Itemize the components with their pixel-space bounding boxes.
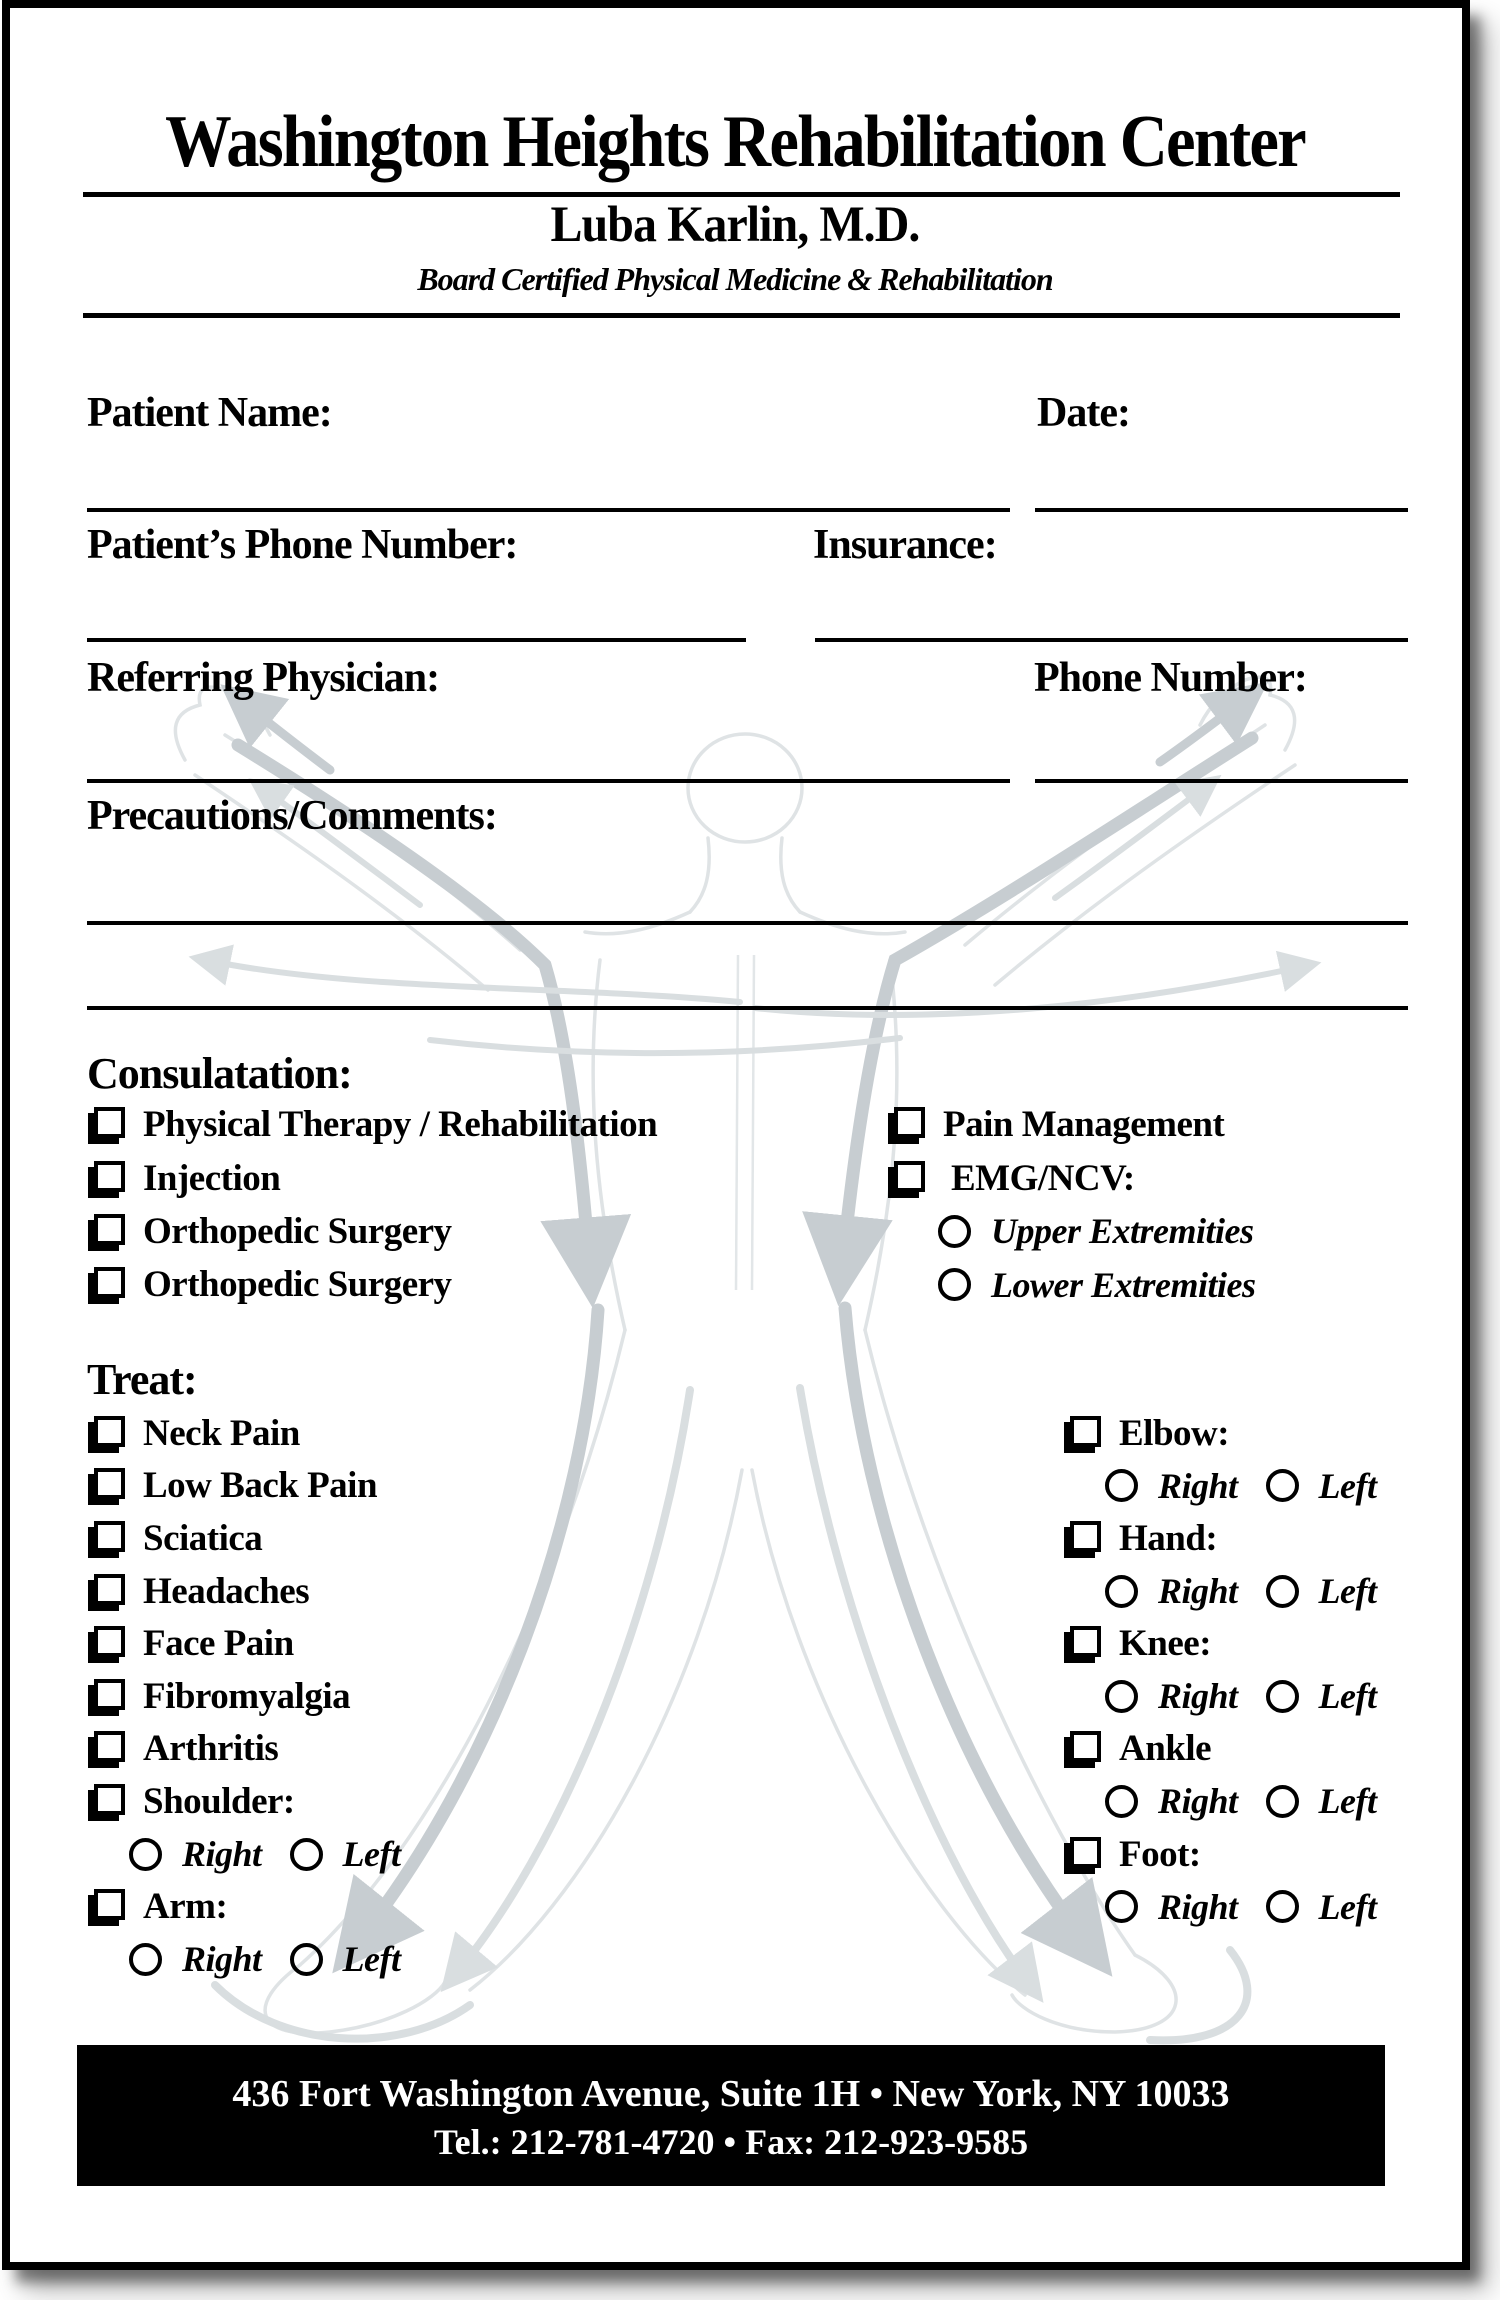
patient-phone-label: Patient’s Phone Number: xyxy=(87,522,518,568)
radio-button-left[interactable] xyxy=(290,1838,323,1871)
checkbox-item-fibromyalgia xyxy=(87,1670,401,1723)
checkbox-item-neck-pain xyxy=(87,1407,401,1460)
checkbox-item-arthritis xyxy=(87,1723,401,1776)
header-rule-bottom xyxy=(83,313,1400,318)
checkbox[interactable] xyxy=(94,1416,125,1447)
checkbox[interactable] xyxy=(94,1161,125,1192)
radio-button-left[interactable] xyxy=(1266,1575,1299,1608)
radio-button-right[interactable] xyxy=(1105,1890,1138,1923)
consultation-right-column xyxy=(887,1098,1256,1312)
clinic-title: Washington Heights Rehabilitation Center xyxy=(165,101,1305,183)
checkbox-label: Hand: xyxy=(1119,1517,1218,1559)
checkbox-item-pain-management xyxy=(887,1098,1256,1151)
radio-pair-hand xyxy=(1063,1565,1377,1618)
referring-physician-line xyxy=(87,779,1010,783)
radio-button[interactable] xyxy=(938,1215,971,1248)
checkbox[interactable] xyxy=(1070,1416,1101,1447)
patient-phone-line xyxy=(87,638,746,642)
radio-label-left: Left xyxy=(1318,1676,1377,1717)
checkbox-item-physical-therapy xyxy=(87,1098,657,1151)
radio-label-right: Right xyxy=(1158,1886,1238,1927)
checkbox-label: Arthritis xyxy=(143,1728,279,1770)
checkbox[interactable] xyxy=(94,1889,125,1920)
radio-label-left: Left xyxy=(1318,1886,1377,1927)
patient-name-label: Patient Name: xyxy=(87,390,332,436)
radio-button-left[interactable] xyxy=(1266,1680,1299,1713)
radio-pair-shoulder xyxy=(87,1828,401,1881)
checkbox-item-ankle xyxy=(1063,1723,1377,1776)
radio-label-right: Right xyxy=(1158,1781,1238,1822)
checkbox-item-injection xyxy=(87,1151,657,1204)
checkbox-label: Injection xyxy=(143,1157,281,1199)
checkbox-label: Foot: xyxy=(1119,1833,1201,1875)
checkbox-label: EMG/NCV: xyxy=(951,1157,1135,1199)
checkbox-item-shoulder xyxy=(87,1775,401,1828)
footer-address: 436 Fort Washington Avenue, Suite 1H • New York, NY 10033 xyxy=(232,2073,1230,2115)
checkbox[interactable] xyxy=(94,1731,125,1762)
checkbox[interactable] xyxy=(94,1468,125,1499)
radio-pair-ankle xyxy=(1063,1775,1377,1828)
checkbox[interactable] xyxy=(94,1214,125,1245)
precautions-line-1 xyxy=(87,921,1408,925)
referring-physician-label: Referring Physician: xyxy=(87,655,440,701)
doctor-credentials: Board Certified Physical Medicine & Rehabilitation xyxy=(417,261,1053,297)
radio-label-left: Left xyxy=(1318,1465,1377,1506)
radio-button-left[interactable] xyxy=(1266,1469,1299,1502)
checkbox-label: Sciatica xyxy=(143,1517,263,1559)
checkbox[interactable] xyxy=(894,1107,925,1138)
precautions-line-2 xyxy=(87,1006,1408,1010)
radio-button-right[interactable] xyxy=(129,1943,162,1976)
insurance-label: Insurance: xyxy=(813,522,997,568)
physician-phone-label: Phone Number: xyxy=(1034,655,1307,701)
checkbox-label: Ankle xyxy=(1119,1728,1212,1770)
radio-label: Lower Extremities xyxy=(991,1264,1256,1305)
checkbox-item-headaches xyxy=(87,1565,401,1618)
radio-label: Upper Extremities xyxy=(991,1211,1254,1252)
checkbox-item-hand xyxy=(1063,1512,1377,1565)
radio-label-right: Right xyxy=(1158,1676,1238,1717)
precautions-label: Precautions/Comments: xyxy=(87,793,497,839)
radio-label-right: Right xyxy=(182,1834,262,1875)
checkbox-item-face-pain xyxy=(87,1617,401,1670)
patient-name-line xyxy=(87,508,1010,512)
checkbox-label: Headaches xyxy=(143,1570,310,1612)
checkbox[interactable] xyxy=(1070,1521,1101,1552)
date-line xyxy=(1035,508,1408,512)
radio-pair-foot xyxy=(1063,1880,1377,1933)
checkbox[interactable] xyxy=(94,1679,125,1710)
radio-button-left[interactable] xyxy=(1266,1890,1299,1923)
checkbox-item-knee xyxy=(1063,1617,1377,1670)
checkbox-item-foot xyxy=(1063,1828,1377,1881)
checkbox-label: Face Pain xyxy=(143,1623,294,1665)
checkbox-item-elbow xyxy=(1063,1407,1377,1460)
checkbox-item-low-back-pain xyxy=(87,1460,401,1513)
radio-pair-knee xyxy=(1063,1670,1377,1723)
checkbox[interactable] xyxy=(94,1521,125,1552)
checkbox-label: Arm: xyxy=(143,1886,228,1928)
radio-label-left: Left xyxy=(1318,1571,1377,1612)
checkbox-label: Fibromyalgia xyxy=(143,1675,351,1717)
checkbox[interactable] xyxy=(894,1161,925,1192)
checkbox[interactable] xyxy=(94,1107,125,1138)
radio-label-left: Left xyxy=(342,1834,401,1875)
checkbox-label: Orthopedic Surgery xyxy=(143,1264,452,1306)
treat-right-column xyxy=(1063,1407,1377,1933)
radio-button-left[interactable] xyxy=(1266,1785,1299,1818)
date-label: Date: xyxy=(1037,390,1130,436)
radio-button[interactable] xyxy=(938,1268,971,1301)
radio-item-upper-extremities xyxy=(887,1205,1256,1258)
checkbox-item-orthopedic-surgery-1 xyxy=(87,1205,657,1258)
consultation-heading: Consulatation: xyxy=(87,1049,352,1098)
radio-item-lower-extremities xyxy=(887,1258,1256,1311)
doctor-name: Luba Karlin, M.D. xyxy=(550,197,920,253)
checkbox[interactable] xyxy=(1070,1837,1101,1868)
checkbox[interactable] xyxy=(1070,1626,1101,1657)
checkbox-label: Neck Pain xyxy=(143,1412,300,1454)
treat-left-column xyxy=(87,1407,401,1986)
checkbox-label: Physical Therapy / Rehabilitation xyxy=(143,1104,658,1146)
checkbox-label: Elbow: xyxy=(1119,1412,1230,1454)
footer-address-bar xyxy=(77,2045,1385,2186)
radio-button-right[interactable] xyxy=(1105,1469,1138,1502)
radio-label-left: Left xyxy=(1318,1781,1377,1822)
checkbox-label: Low Back Pain xyxy=(143,1465,378,1507)
checkbox-item-orthopedic-surgery-2 xyxy=(87,1258,657,1311)
checkbox[interactable] xyxy=(1070,1731,1101,1762)
radio-button-left[interactable] xyxy=(290,1943,323,1976)
insurance-line xyxy=(815,638,1408,642)
checkbox[interactable] xyxy=(94,1574,125,1605)
radio-button-right[interactable] xyxy=(1105,1680,1138,1713)
checkbox[interactable] xyxy=(94,1626,125,1657)
checkbox-label: Orthopedic Surgery xyxy=(143,1210,452,1252)
radio-pair-elbow xyxy=(1063,1460,1377,1513)
radio-button-right[interactable] xyxy=(129,1838,162,1871)
checkbox-label: Shoulder: xyxy=(143,1780,295,1822)
radio-pair-arm xyxy=(87,1933,401,1986)
checkbox-label: Knee: xyxy=(1119,1623,1212,1665)
checkbox[interactable] xyxy=(94,1267,125,1298)
radio-button-right[interactable] xyxy=(1105,1575,1138,1608)
radio-label-left: Left xyxy=(342,1939,401,1980)
radio-label-right: Right xyxy=(182,1939,262,1980)
physician-phone-line xyxy=(1035,779,1408,783)
checkbox-item-arm xyxy=(87,1880,401,1933)
checkbox-item-emg-ncv xyxy=(887,1151,1256,1204)
consultation-left-column xyxy=(87,1098,657,1312)
radio-button-right[interactable] xyxy=(1105,1785,1138,1818)
checkbox-label: Pain Management xyxy=(943,1104,1225,1146)
footer-phone-fax: Tel.: 212-781-4720 • Fax: 212-923-9585 xyxy=(433,2122,1029,2162)
checkbox[interactable] xyxy=(94,1784,125,1815)
radio-label-right: Right xyxy=(1158,1571,1238,1612)
treat-heading: Treat: xyxy=(87,1355,197,1404)
checkbox-item-sciatica xyxy=(87,1512,401,1565)
radio-label-right: Right xyxy=(1158,1465,1238,1506)
